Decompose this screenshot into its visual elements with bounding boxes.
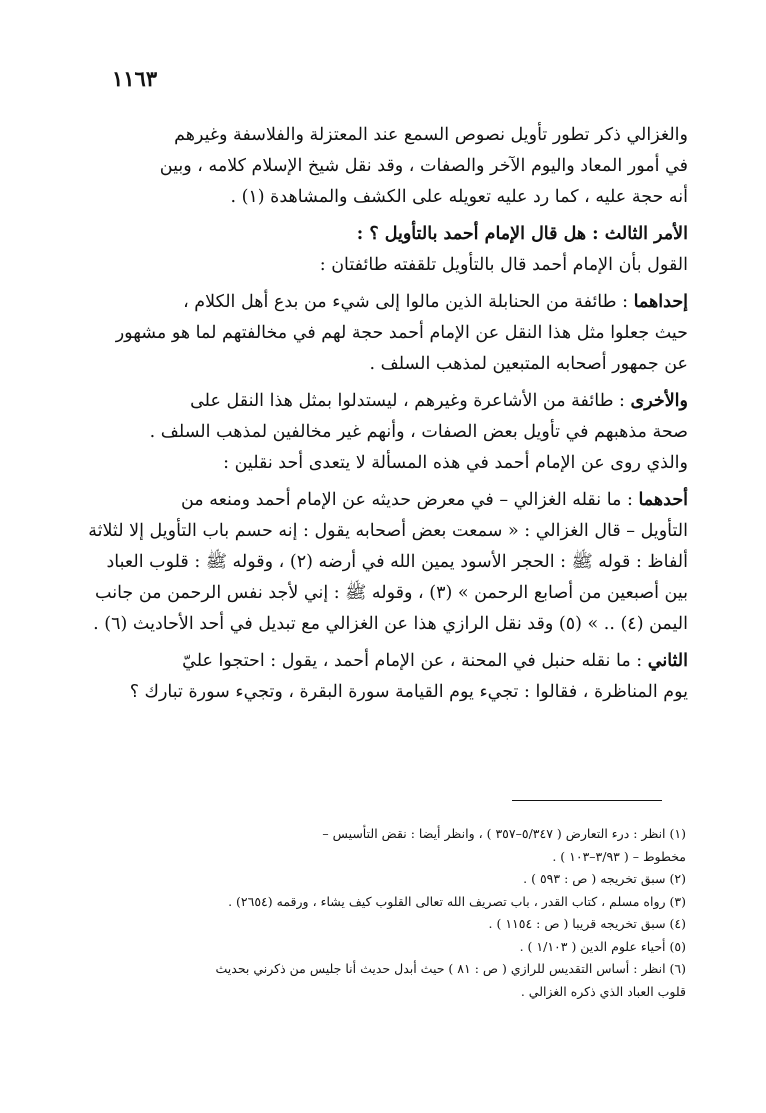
line-text: : ما نقله حنبل في المحنة ، عن الإمام أحمد ، يقول : احتجوا عليّ (182, 651, 648, 671)
text-line (88, 646, 688, 677)
footnote: (٢) سبق تخريجه ( ص : ٥٩٣ ) . (523, 871, 686, 886)
line-text: صحة مذهبهم في تأويل بعض الصفات ، وأنهم غير مخالفين لمذهب السلف . (149, 422, 688, 442)
footnotes (96, 823, 686, 1003)
text-line (88, 151, 688, 182)
page-number: ١١٦٣ (112, 66, 158, 91)
footnote: مخطوط – ( ٣/٩٣–١٠٣ ) . (552, 848, 686, 864)
text-line (88, 516, 688, 547)
bold-lead: والأخرى (630, 391, 688, 411)
text-line (88, 318, 688, 349)
text-line (88, 287, 688, 318)
line-text: حيث جعلوا مثل هذا النقل عن الإمام أحمد حجة لهم في مخالفتهم لما هو مشهور (115, 323, 688, 343)
line-text: في أمور المعاد واليوم الآخر والصفات ، وقد نقل شيخ الإسلام كلامه ، وبين (159, 156, 688, 176)
text-line (88, 386, 688, 417)
text-line (88, 250, 688, 281)
footnote: (١) انظر : درء التعارض ( ٥/٣٤٧–٣٥٧ ) ، وانظر أيضا : نقض التأسيس – (322, 826, 686, 841)
footnote-divider (512, 800, 662, 801)
text-line (88, 609, 688, 640)
footnote: (٥) أحياء علوم الدين ( ١/١٠٣ ) . (519, 938, 686, 954)
line-text: عن جمهور أصحابه المتبعين لمذهب السلف . (369, 354, 688, 374)
line-text: اليمن (٤) .. » (٥) وقد نقل الرازي هذا عن الغزالي مع تبديل في أحد الأحاديث (٦) . (93, 614, 688, 634)
bold-lead: إحداهما (633, 292, 688, 312)
footnote: (٣) رواه مسلم ، كتاب القدر ، باب تصريف الله تعالى القلوب كيف يشاء ، ورقمه (٢٦٥٤) . (228, 893, 686, 909)
footnote: (٤) سبق تخريجه قريبا ( ص : ١١٥٤ ) . (488, 916, 686, 931)
line-text: القول بأن الإمام أحمد قال بالتأويل تلقفته طائفتان : (319, 255, 688, 275)
line-text: : طائفة من الحنابلة الذين مالوا إلى شيء من بدع أهل الكلام ، (183, 292, 634, 312)
text-line (88, 578, 688, 609)
footnote: قلوب العباد الذي ذكره الغزالي . (520, 983, 686, 999)
body-text (88, 120, 688, 708)
footnote: (٦) انظر : أساس التقديس للرازي ( ص : ٨١ ) حيث أبدل حديث أنا جليس من ذكرني بحديث (215, 961, 686, 976)
text-line (88, 485, 688, 516)
line-text: التأويل – قال الغزالي : « سمعت بعض أصحابه يقول : إنه حسم باب التأويل إلا لثلاثة (88, 521, 688, 541)
text-line (88, 417, 688, 448)
line-text: ألفاظ : قوله ﷺ : الحجر الأسود يمين الله في أرضه (٢) ، وقوله ﷺ : قلوب العباد (106, 552, 688, 572)
text-line (88, 448, 688, 479)
text-line (88, 219, 688, 250)
text-line (88, 547, 688, 578)
line-text: : طائفة من الأشاعرة وغيرهم ، ليستدلوا بمثل هذا النقل على (190, 391, 631, 411)
text-line (88, 677, 688, 708)
text-line (88, 349, 688, 380)
line-text: والذي روى عن الإمام أحمد في هذه المسألة لا يتعدى أحد نقلين : (223, 453, 688, 473)
line-text: أنه حجة عليه ، كما رد عليه تعويله على الكشف والمشاهدة (١) . (230, 187, 688, 207)
text-line (88, 182, 688, 213)
line-text: بين أصبعين من أصابع الرحمن » (٣) ، وقوله ﷺ : إني لأجد نفس الرحمن من جانب (95, 583, 688, 603)
bold-lead: الثاني (647, 651, 688, 671)
line-text: يوم المناظرة ، فقالوا : تجيء يوم القيامة سورة البقرة ، وتجيء سورة تبارك ؟ (129, 682, 688, 702)
bold-lead: الأمر الثالث : هل قال الإمام أحمد بالتأويل ؟ : (356, 224, 688, 244)
bold-lead: أحدهما (638, 490, 688, 510)
line-text: : ما نقله الغزالي – في معرض حديثه عن الإمام أحمد ومنعه من (180, 490, 639, 510)
line-text: والغزالي ذكر تطور تأويل نصوص السمع عند المعتزلة والفلاسفة وغيرهم (174, 125, 688, 145)
text-line (88, 120, 688, 151)
